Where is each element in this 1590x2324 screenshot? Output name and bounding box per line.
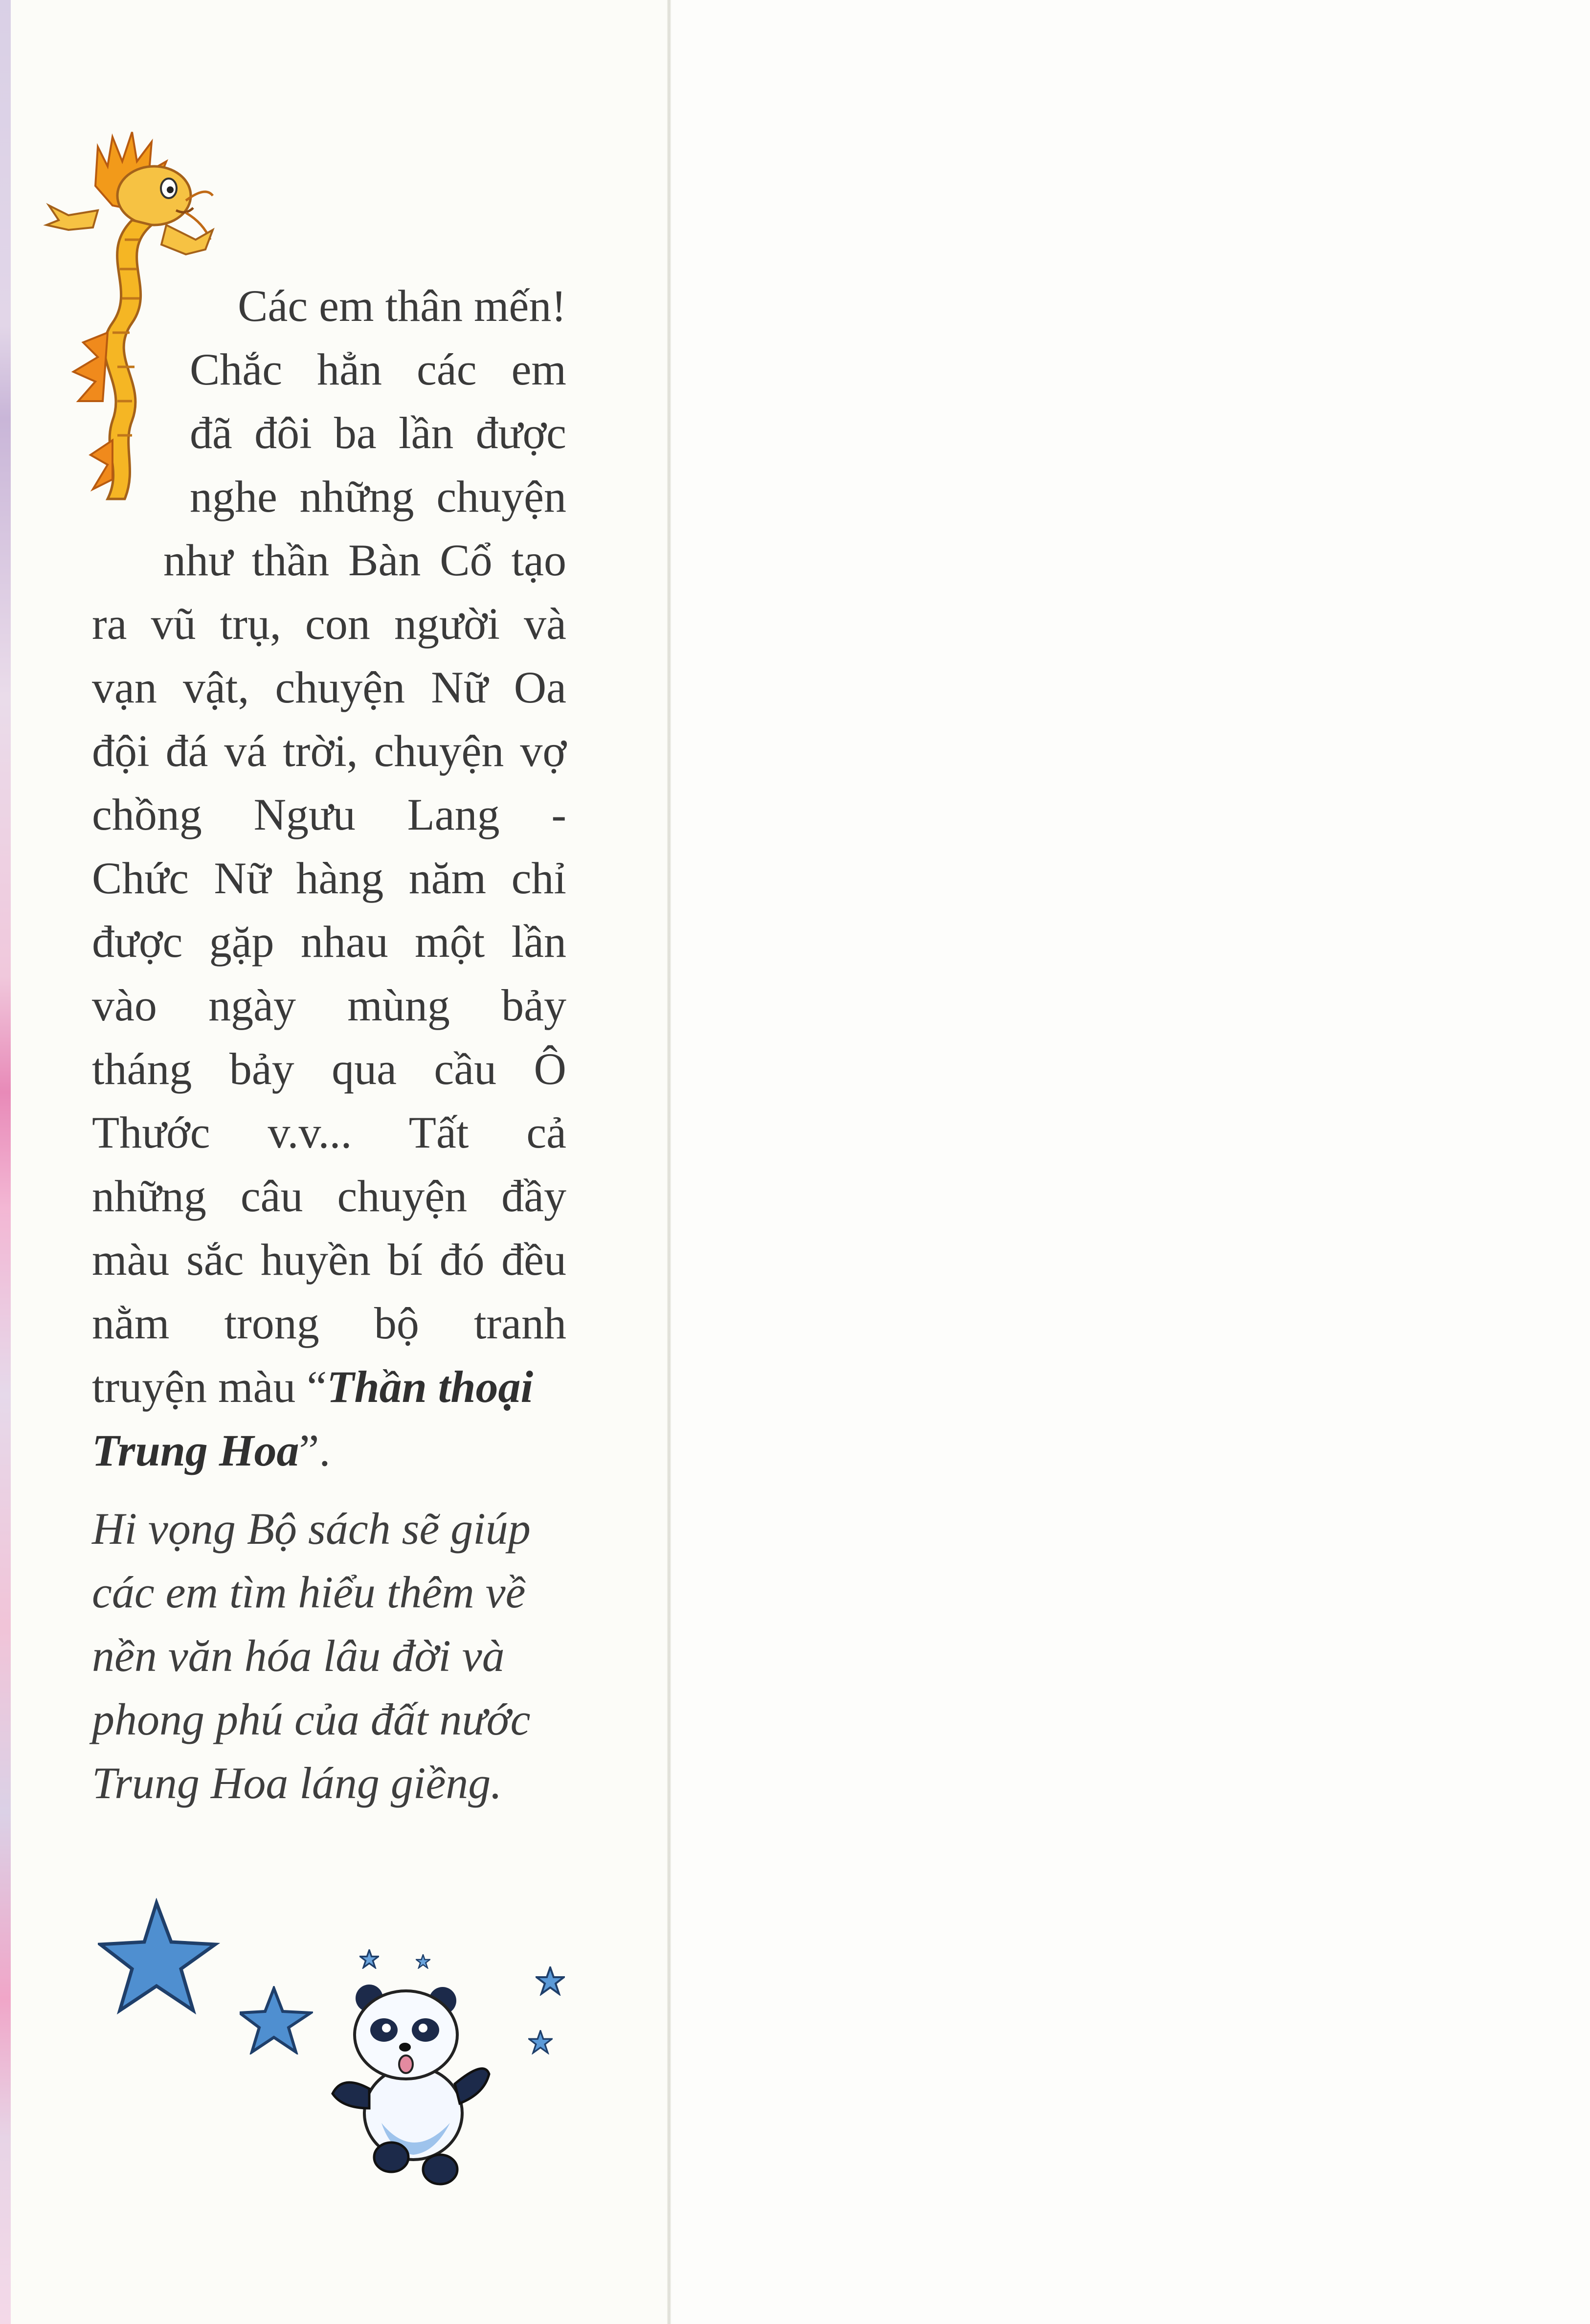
adjacent-page-edge: [0, 0, 11, 2324]
intro-line: Các em thân mến!: [238, 281, 566, 331]
intro-line: chồng Ngưu Lang -: [92, 790, 566, 839]
intro-text: [92, 274, 566, 1482]
intro-line: tháng bảy qua cầu Ô: [92, 1044, 566, 1094]
intro-line: vạn vật, chuyện Nữ Oa: [92, 662, 566, 712]
intro-line-with-title: [92, 1419, 566, 1482]
book-title-part2: Trung Hoa: [92, 1425, 299, 1475]
intro-line: được gặp nhau một lần: [92, 917, 566, 967]
star-icon: [528, 2030, 553, 2054]
star-icon: [240, 1986, 313, 2054]
intro-line: nghe những chuyện: [190, 472, 566, 521]
intro-line: đội đá vá trời, chuyện vợ: [92, 726, 566, 776]
intro-line: vào ngày mùng bảy: [92, 980, 566, 1030]
page-fold: [667, 0, 671, 2324]
star-icon: [359, 1949, 379, 1969]
closing-paragraph: [92, 1497, 571, 1815]
intro-line: Chức Nữ hàng năm chỉ: [92, 853, 566, 903]
intro-closing-punct: ”.: [299, 1425, 331, 1475]
intro-line: đã đôi ba lần được: [190, 408, 566, 458]
star-icon: [536, 1966, 565, 1996]
closing-line: phong phú của đất nước: [92, 1694, 531, 1744]
closing-line: nền văn hóa lâu đời và: [92, 1631, 505, 1681]
intro-line-prefix: truyện màu “: [92, 1362, 327, 1412]
intro-line: Chắc hẳn các em: [190, 344, 566, 394]
star-icon: [98, 1898, 220, 2015]
intro-line: như thần Bàn Cổ tạo: [163, 535, 566, 585]
intro-line: nằm trong bộ tranh: [92, 1298, 566, 1348]
blank-page: [671, 0, 1590, 2324]
intro-line: ra vũ trụ, con người và: [92, 599, 566, 649]
intro-line-with-title: [92, 1355, 566, 1419]
intro-line: những câu chuyện đầy: [92, 1171, 566, 1221]
intro-line: màu sắc huyền bí đó đều: [92, 1235, 566, 1285]
panda-illustration: [323, 1976, 509, 2187]
book-title-part1: Thần thoại: [327, 1362, 534, 1412]
closing-line: các em tìm hiểu thêm về: [92, 1567, 526, 1617]
closing-line: Trung Hoa láng giềng.: [92, 1758, 502, 1808]
star-icon: [416, 1954, 430, 1969]
closing-line: Hi vọng Bộ sách sẽ giúp: [92, 1504, 531, 1554]
intro-line: Thước v.v... Tất cả: [92, 1107, 566, 1157]
